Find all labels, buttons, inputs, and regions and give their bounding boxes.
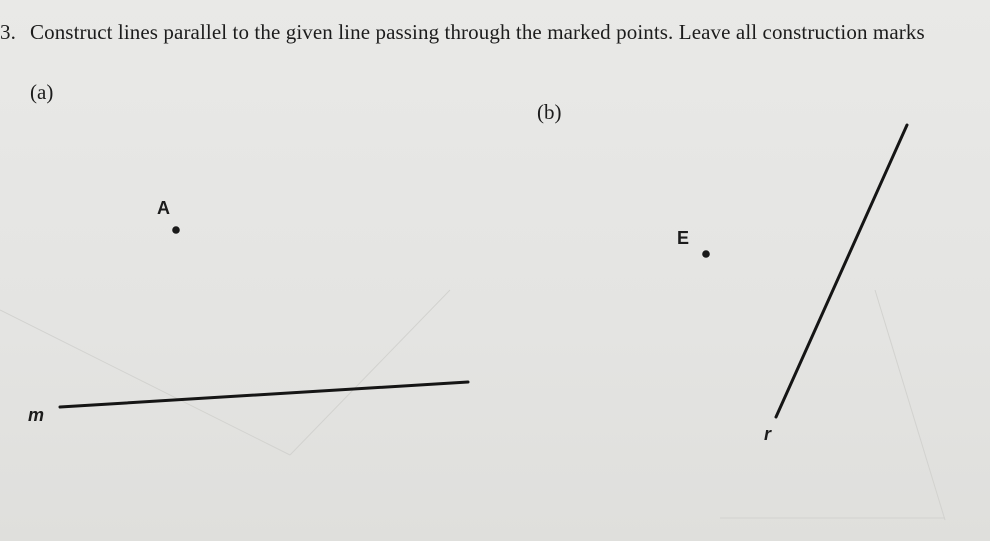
bleed-through-marks [0,290,945,520]
point-e-dot [702,250,710,258]
line-r-label: r [764,424,772,444]
part-b-label: (b) [537,100,562,124]
point-e-label: E [677,228,690,248]
point-a-label: A [157,198,170,218]
question-text: Construct lines parallel to the given line passing through the marked points. Leave all construction marks [30,20,925,44]
point-a-dot [172,226,180,234]
part-a-label: (a) [30,80,54,104]
line-r [776,125,907,417]
line-m [60,382,468,407]
line-m-label: m [28,405,45,425]
question-number: 3. [0,20,16,44]
